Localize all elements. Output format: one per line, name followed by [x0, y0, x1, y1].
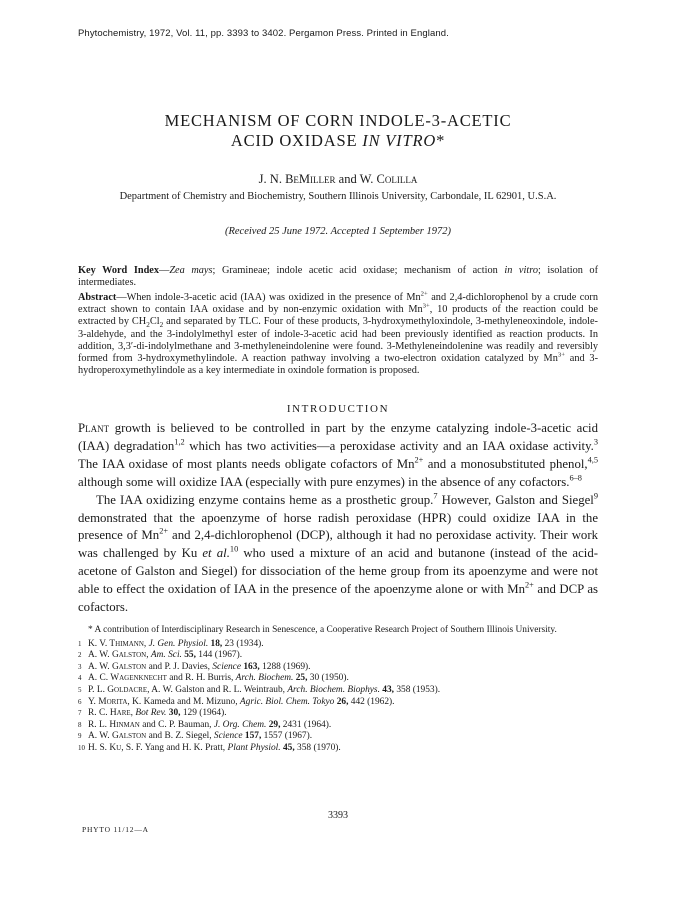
reference-item	[78, 650, 598, 662]
citation[interactable]: 10	[229, 545, 239, 555]
abstract-label: Abstract	[78, 292, 117, 303]
reference-pages-year: 129 (1964).	[180, 708, 227, 719]
paragraph	[78, 420, 598, 492]
reference-number: 2	[78, 651, 82, 660]
reference-item	[78, 662, 598, 674]
reference-author-surname: alston	[118, 661, 147, 672]
reference-item	[78, 743, 598, 755]
reference-volume: 26,	[334, 696, 349, 707]
lead-small-caps: lant	[85, 421, 110, 435]
reference-item	[78, 697, 598, 709]
author-1-surname: eMiller	[293, 172, 336, 186]
reference-journal: Plant Physiol.	[227, 742, 281, 753]
reference-journal: J. Org. Chem.	[213, 719, 267, 730]
reference-list	[78, 639, 598, 755]
reference-author-surname: oldacre	[114, 684, 148, 695]
text-run: However, Galston and Siegel	[437, 492, 594, 507]
superscript: 2+	[420, 290, 428, 298]
title-asterisk: *	[436, 131, 446, 150]
keyword-in-vitro: in vitro	[504, 265, 538, 276]
reference-coauthors: ,	[146, 650, 151, 661]
reference-author-initial: P. L. G	[88, 684, 115, 695]
introduction-body	[78, 420, 598, 617]
reference-journal: Arch. Biochem.	[235, 673, 294, 684]
reference-item	[78, 685, 598, 697]
reference-author-initial: R. C. H	[88, 708, 117, 719]
abstract-text: Cl	[149, 316, 160, 328]
text-run: and DCP as cofactors.	[78, 582, 599, 615]
subscript: 2	[146, 321, 150, 330]
text-run: demonstrated that the apoenzyme of horse radish peroxidase (HPR) could oxidize IAA in the presence of Mn	[78, 510, 598, 543]
reference-author-initial: A. W. G	[88, 650, 119, 661]
affiliation: Department of Chemistry and Biochemistry, Southern Illinois University, Carbondale, IL 62901, U.S.A.	[119, 191, 557, 202]
reference-author-initial: Y. M	[88, 696, 107, 707]
reference-item	[78, 731, 598, 743]
superscript: 2+	[414, 455, 424, 465]
reference-volume: 29,	[266, 719, 281, 730]
reference-journal: Bot Rev.	[135, 708, 167, 719]
keyword-dash: —	[159, 265, 170, 276]
superscript: 3+	[422, 302, 430, 310]
reference-journal: Science	[212, 661, 241, 672]
keyword-text: ; Gramineae; indole acetic acid oxidase; mechanism of action	[212, 265, 505, 276]
reference-number: 5	[78, 685, 82, 694]
text-run: who used a mixture of an acid and butanone (instead of the acid-acetone of Galston and Siegel) for dissociation of the heme group from its apoenzyme and were not able to effect the oxidation of IAA in the presence of the apoenzyme alone or with Mn	[78, 546, 598, 597]
reference-author-initial: A. C. W	[88, 673, 120, 684]
reference-volume: 157,	[242, 731, 262, 742]
reference-coauthors: and B. Z. Siegel,	[146, 731, 214, 742]
footnote-asterisk: * A contribution of Interdisciplinary Research in Senescence, a Cooperative Research Project of Southern Illinois University.	[88, 625, 557, 635]
reference-number: 10	[78, 743, 85, 752]
footnotes	[78, 625, 598, 755]
title-italic: IN VITRO	[362, 131, 437, 150]
reference-coauthors: , K. Kameda and M. Mizuno,	[127, 696, 240, 707]
reference-pages-year: 358 (1953).	[394, 684, 441, 695]
reference-author-surname: orita	[106, 696, 128, 707]
article-title-line-2	[0, 131, 676, 151]
citation[interactable]: 9	[593, 491, 598, 501]
text-run: and a monosubstituted phenol,	[423, 456, 588, 471]
keyword-index	[78, 265, 598, 289]
reference-coauthors: ,	[143, 638, 149, 649]
reference-author-surname: alston	[118, 650, 147, 661]
reference-coauthors: and C. P. Bauman,	[139, 719, 214, 730]
citation[interactable]: 7	[433, 491, 438, 501]
reference-number: 6	[78, 697, 82, 706]
reference-number: 9	[78, 732, 82, 741]
text-run: which has two activities—a peroxidase activity and an IAA oxidase activity.	[184, 438, 594, 453]
superscript: 2+	[525, 580, 534, 590]
reference-number: 1	[78, 639, 82, 648]
section-heading-introduction: INTRODUCTION	[286, 403, 390, 415]
reference-pages-year: 1288 (1969).	[259, 661, 311, 672]
title-text: ACID OXIDASE	[230, 131, 363, 150]
text-run: The IAA oxidizing enzyme contains heme as a prosthetic group.	[96, 492, 434, 507]
reference-number: 7	[78, 709, 82, 718]
reference-volume: 163,	[240, 661, 260, 672]
author-list	[0, 172, 676, 187]
reference-number: 4	[78, 674, 82, 683]
reference-volume: 30,	[166, 708, 181, 719]
superscript: 3+	[557, 351, 565, 359]
author-and: and W. C	[335, 172, 385, 186]
reference-journal: Science	[213, 731, 243, 742]
author-2-surname: olilla	[384, 172, 418, 186]
reference-number: 3	[78, 662, 82, 671]
reference-number: 8	[78, 720, 82, 729]
reference-journal: Am. Sci.	[150, 650, 182, 661]
reference-pages-year: 144 (1967).	[195, 650, 243, 661]
reference-author-initial: H. S. K	[88, 742, 117, 753]
reference-journal: J. Gen. Physiol.	[148, 638, 209, 649]
reference-volume: 43,	[379, 684, 394, 695]
reference-journal: Agric. Biol. Chem. Tokyo	[239, 696, 335, 707]
abstract-text: , 10 products of the reaction could be extracted by CH	[78, 304, 599, 328]
page-number: 3393	[328, 810, 348, 821]
reference-pages-year: 358 (1970).	[294, 742, 341, 753]
keyword-text-end: ; isolation of intermediates.	[78, 265, 599, 289]
reference-journal: Arch. Biochem. Biophys.	[287, 684, 380, 695]
citation[interactable]: 4,5	[587, 455, 598, 465]
abstract-text: and 2,4-dichlorophenol by a crude corn extract shown to contain IAA oxidase and by non-enzymic oxidation with Mn	[78, 292, 598, 316]
reference-author-initial: K. V. T	[88, 638, 116, 649]
reference-pages-year: 23 (1934).	[222, 638, 264, 649]
reference-coauthors: , S. F. Yang and H. K. Pratt,	[121, 742, 228, 753]
reference-author-surname: are	[116, 708, 131, 719]
running-head: Phytochemistry, 1972, Vol. 11, pp. 3393 to 3402. Pergamon Press. Printed in England.	[78, 28, 449, 39]
text-run: and 2,4-dichlorophenol (DCP), although it had no peroxidase activity. Their work was challenged by Ku	[78, 528, 598, 561]
reference-item	[78, 673, 598, 685]
reference-volume: 55,	[181, 650, 196, 661]
reference-author-surname: alston	[118, 731, 147, 742]
et-al: et al.	[202, 546, 230, 561]
article-title-line-1: MECHANISM OF CORN INDOLE-3-ACETIC	[164, 111, 512, 130]
reference-coauthors: , A. W. Galston and R. L. Weintraub,	[147, 684, 288, 695]
abstract	[78, 292, 598, 377]
reference-author-surname: agenknecht	[119, 673, 167, 684]
reference-volume: 45,	[280, 742, 295, 753]
citation[interactable]: 1,2	[174, 437, 185, 447]
text-run: although some will oxidize IAA (especially with pure enzymes) in the absence of any cofactors.	[78, 474, 570, 489]
drop-cap: P	[78, 421, 86, 435]
reference-coauthors: and P. J. Davies,	[146, 661, 213, 672]
paragraph	[78, 492, 598, 617]
reference-pages-year: 1557 (1967).	[261, 731, 313, 742]
keyword-species: Zea mays	[169, 265, 213, 276]
citation[interactable]: 3	[593, 437, 598, 447]
received-dates: (Received 25 June 1972. Accepted 1 September 1972)	[224, 226, 452, 237]
reference-item	[78, 639, 598, 651]
reference-author-initial: R. L. H	[88, 719, 117, 730]
citation[interactable]: 6–8	[569, 473, 582, 483]
abstract-text: and separated by TLC. Four of these products, 3-hydroxymethyloxindole, 3-methyleneoxindole, indole-3-aldehyde, and the 3-indolylmethyl ester of indole-3-acetic acid had been previously identified as reaction products. In addition, 3,3′-di-indolylmethane and 3-methyleneindolenine were found. 3-Methyleneindolenine was readily and reversibly formed from 3-hydroxymethylindole. A reaction pathway involving a two-electron oxidation catalyzed by Mn	[78, 316, 598, 365]
superscript: 2+	[159, 527, 169, 537]
reference-item	[78, 720, 598, 732]
text-run: The IAA oxidase of most plants needs obligate cofactors of Mn	[78, 456, 415, 471]
reference-item	[78, 708, 598, 720]
reference-coauthors: and R. H. Burris,	[166, 673, 236, 684]
reference-pages-year: 442 (1962).	[348, 696, 395, 707]
reference-author-surname: u	[116, 742, 122, 753]
page-code: PHYTO 11/12—A	[82, 825, 149, 834]
reference-author-initial: A. W. G	[88, 731, 119, 742]
abstract-text: and 3-hydroperoxymethylindole as a key intermediate in oxindole formation is proposed.	[78, 353, 598, 377]
abstract-text: —When indole-3-acetic acid (IAA) was oxidized in the presence of Mn	[116, 292, 421, 303]
reference-pages-year: 2431 (1964).	[280, 719, 332, 730]
reference-pages-year: 30 (1950).	[307, 673, 349, 684]
subscript: 2	[159, 321, 164, 330]
reference-author-surname: himann	[115, 638, 144, 649]
keyword-label: Key Word Index	[78, 265, 160, 276]
author-1-initial: J. N. B	[258, 172, 294, 186]
text-run: growth is believed to be controlled in part by the enzyme catalyzing indole-3-acetic acid (IAA) degradation	[78, 421, 598, 453]
reference-coauthors: ,	[130, 708, 136, 719]
reference-author-initial: A. W. G	[88, 661, 119, 672]
reference-author-surname: inman	[116, 719, 140, 730]
reference-volume: 25,	[293, 673, 308, 684]
reference-volume: 18,	[208, 638, 223, 649]
